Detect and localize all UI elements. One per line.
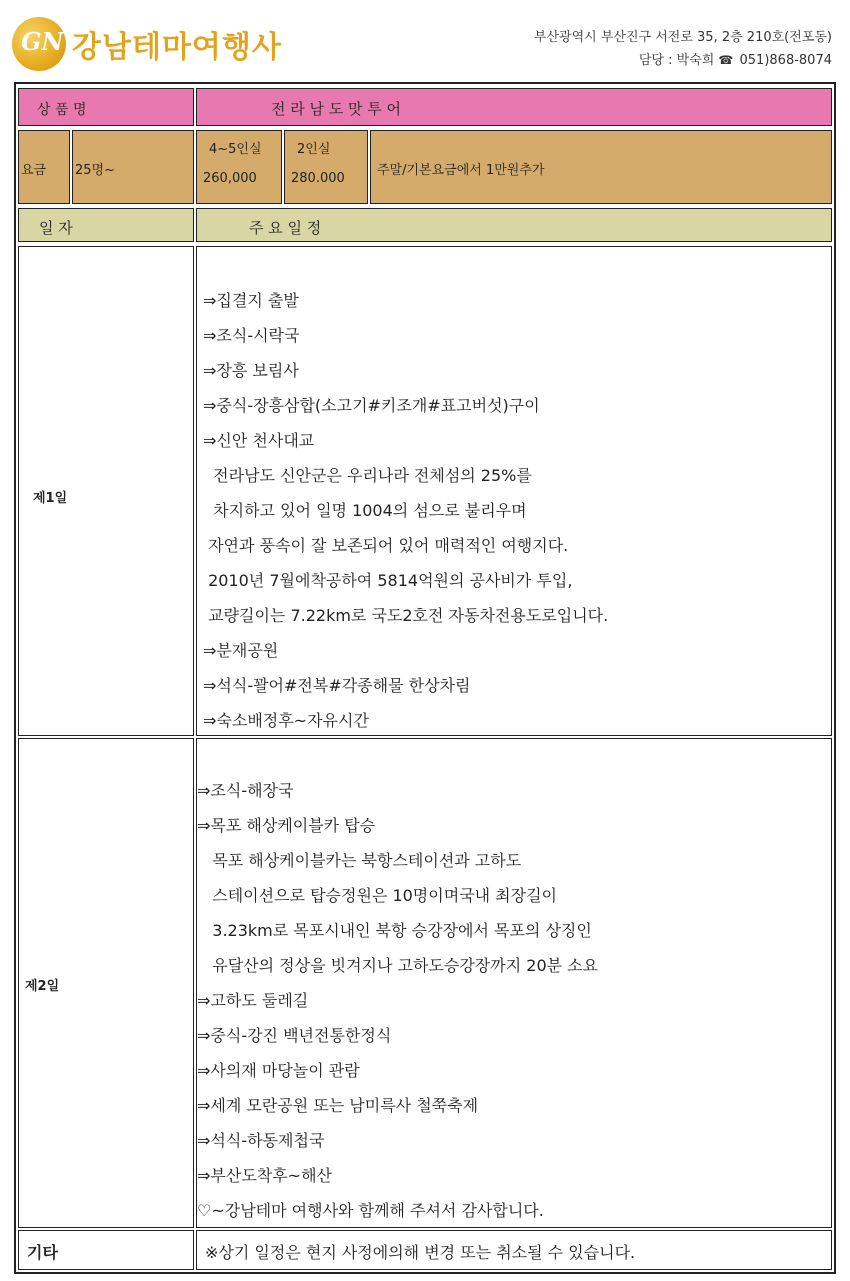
room2-price: 280.000 <box>291 171 345 186</box>
plan-line: 3.23km로 목포시내인 북항 승강장에서 목포의 상징인 <box>197 921 592 940</box>
plan-line: 자연과 풍속이 잘 보존되어 있어 매력적인 여행지다. <box>203 536 569 555</box>
fee-room2-cell <box>284 130 368 204</box>
day1-plan-lines <box>203 283 608 738</box>
plan-line: 목포 해상케이블카는 북항스테이션과 고하도 <box>197 851 522 870</box>
itinerary-table <box>14 82 836 1274</box>
plan-line: ⇒부산도착후~해산 <box>197 1166 333 1185</box>
day2-label-cell <box>18 738 194 1228</box>
plan-line: ⇒사의재 마당놀이 관람 <box>197 1061 360 1080</box>
company-name: 강남테마여행사 <box>72 30 282 65</box>
contact-person: 담당 : 박숙희 <box>638 53 715 68</box>
plan-line: 차지하고 있어 일명 1004의 섬으로 불리우며 <box>203 501 527 520</box>
fee-note: 주말/기본요금에서 1만원추가 <box>377 163 545 178</box>
plan-line: ⇒집결지 출발 <box>203 291 299 310</box>
etc-label-cell <box>18 1230 194 1270</box>
day-header: 일 자 <box>39 219 73 237</box>
fee-note-cell <box>370 130 832 204</box>
etc-note: ※상기 일정은 현지 사정에의해 변경 또는 취소될 수 있습니다. <box>205 1243 636 1262</box>
contact-line <box>534 49 832 72</box>
room2-title: 2인실 <box>297 142 331 157</box>
company-address: 부산광역시 부산진구 서전로 35, 2층 210호(전포동) <box>533 30 832 45</box>
page-header <box>0 0 850 80</box>
plan-line: ⇒신안 천사대교 <box>203 431 315 450</box>
logo-mark-icon <box>12 17 66 71</box>
fee-room1-cell <box>196 130 282 204</box>
logo-mark-text: GN <box>21 27 64 56</box>
day1-label: 제1일 <box>33 491 68 506</box>
plan-line: ♡~강남테마 여행사와 함께해 주셔서 감사합니다. <box>197 1201 544 1220</box>
contact-info <box>534 26 832 72</box>
etc-label: 기타 <box>27 1243 58 1262</box>
fee-group-size: 25명~ <box>75 163 115 178</box>
room1-title: 4~5인실 <box>209 142 262 157</box>
product-name: 전 라 남 도 맛 투 어 <box>271 100 402 118</box>
company-logo <box>12 16 282 72</box>
plan-line: 2010년 7월에착공하여 5814억원의 공사비가 투입, <box>203 571 573 590</box>
day2-plan-cell <box>196 738 832 1228</box>
plan-line: 교량길이는 7.22km로 국도2호전 자동차전용도로입니다. <box>203 606 609 625</box>
day-header-cell <box>18 208 194 242</box>
day1-label-cell <box>18 246 194 736</box>
day2-label: 제2일 <box>25 979 60 994</box>
fee-label-cell <box>18 130 70 204</box>
day2-plan-lines <box>197 773 598 1228</box>
plan-line: ⇒장흥 보림사 <box>203 361 299 380</box>
plan-line: 전라남도 신안군은 우리나라 전체섬의 25%를 <box>203 466 532 485</box>
phone-number: 051)868-8074 <box>739 53 832 68</box>
plan-line: ⇒석식-꽐어#전복#각종해물 한상차림 <box>203 676 471 695</box>
plan-line: ⇒고하도 둘레길 <box>197 991 309 1010</box>
plan-line: ⇒조식-시락국 <box>203 326 300 345</box>
plan-line: ⇒세계 모란공원 또는 남미륵사 철쭉축제 <box>197 1096 479 1115</box>
plan-line: 스테이션으로 탑승정원은 10명이며국내 최장길이 <box>197 886 557 905</box>
plan-header-cell <box>196 208 832 242</box>
plan-line: ⇒석식-하동제첩국 <box>197 1131 325 1150</box>
room1-price: 260,000 <box>203 171 257 186</box>
plan-line: ⇒중식-강진 백년전통한정식 <box>197 1026 392 1045</box>
plan-header: 주 요 일 정 <box>249 219 322 237</box>
product-label-cell <box>18 88 194 126</box>
plan-line: ⇒조식-해장국 <box>197 781 294 800</box>
plan-line: 유달산의 정상을 빗겨지나 고하도승강장까지 20분 소요 <box>197 956 599 975</box>
plan-line: ⇒숙소배정후~자유시간 <box>203 711 369 730</box>
plan-line: ⇒분재공원 <box>203 641 279 660</box>
fee-group-cell <box>72 130 194 204</box>
day1-plan-cell <box>196 246 832 736</box>
plan-line: ⇒목포 해상케이블카 탑승 <box>197 816 376 835</box>
phone-icon: ☎ <box>718 53 734 67</box>
plan-line: ⇒중식-장흥삼합(소고기#키조개#표고버섯)구이 <box>203 396 540 415</box>
product-name-cell <box>196 88 832 126</box>
fee-label: 요금 <box>21 163 47 178</box>
product-label: 상 품 명 <box>37 102 87 118</box>
etc-note-cell <box>196 1230 832 1270</box>
